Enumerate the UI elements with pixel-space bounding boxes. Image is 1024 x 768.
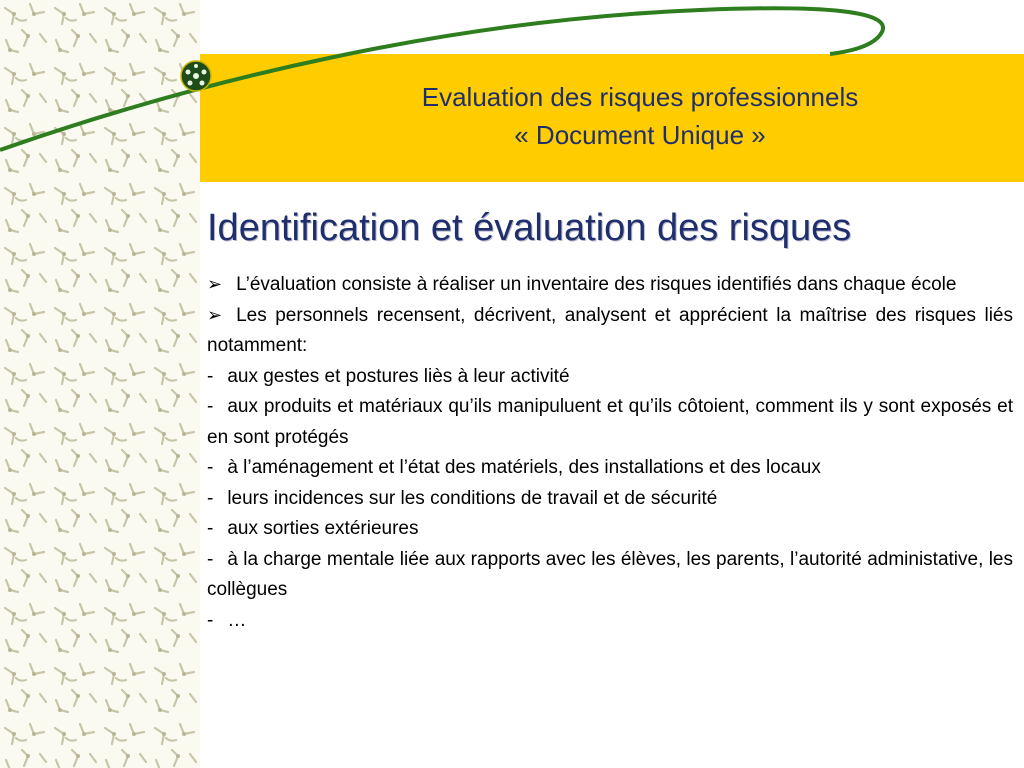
dash-marker: - [207, 548, 214, 570]
list-item [207, 484, 1013, 515]
list-item-text: aux sorties extérieures [227, 518, 419, 539]
list-item [207, 270, 1013, 301]
section-heading: Identification et évaluation des risques [207, 207, 852, 249]
dash-marker: - [207, 487, 214, 509]
list-item [207, 362, 1013, 393]
list-item-text: aux gestes et postures liès à leur activité [227, 365, 570, 387]
dash-marker: - [207, 365, 214, 387]
list-item [207, 606, 1013, 637]
list-item [207, 301, 1013, 362]
list-item-text: à l’aménagement et l’état des matériels, des installations et des locaux [227, 457, 821, 478]
list-item-text: aux produits et matériaux qu’ils manipuluent et qu’ils côtoient, comment ils y sont exposés et en sont protégés [207, 396, 1013, 448]
logo-ball-icon [176, 56, 216, 96]
slide-body [207, 270, 1013, 636]
list-item-text: L’évaluation consiste à réaliser un inventaire des risques identifiés dans chaque école [236, 274, 957, 295]
list-item-text: leurs incidences sur les conditions de travail et de sécurité [227, 487, 718, 509]
dash-marker: - [207, 457, 214, 478]
dash-marker: - [207, 609, 214, 631]
list-item [207, 545, 1013, 606]
list-item [207, 514, 1013, 545]
slide-title-line-1: Evaluation des risques professionnels [421, 82, 859, 112]
list-item-text: à la charge mentale liée aux rapports avec les élèves, les parents, l’autorité administative, les collègues [207, 548, 1013, 600]
list-item-text: Les personnels recensent, décrivent, analysent et apprécient la maîtrise des risques liés notamment: [207, 304, 1013, 356]
list-item [207, 392, 1013, 453]
slide-title-line-2: « Document Unique » [514, 120, 766, 150]
dash-marker: - [207, 518, 214, 539]
arrow-bullet-icon: ➢ [207, 274, 223, 295]
list-item-text: … [227, 609, 247, 631]
dash-marker: - [207, 396, 214, 417]
arrow-bullet-icon: ➢ [207, 304, 223, 326]
list-item [207, 453, 1013, 484]
